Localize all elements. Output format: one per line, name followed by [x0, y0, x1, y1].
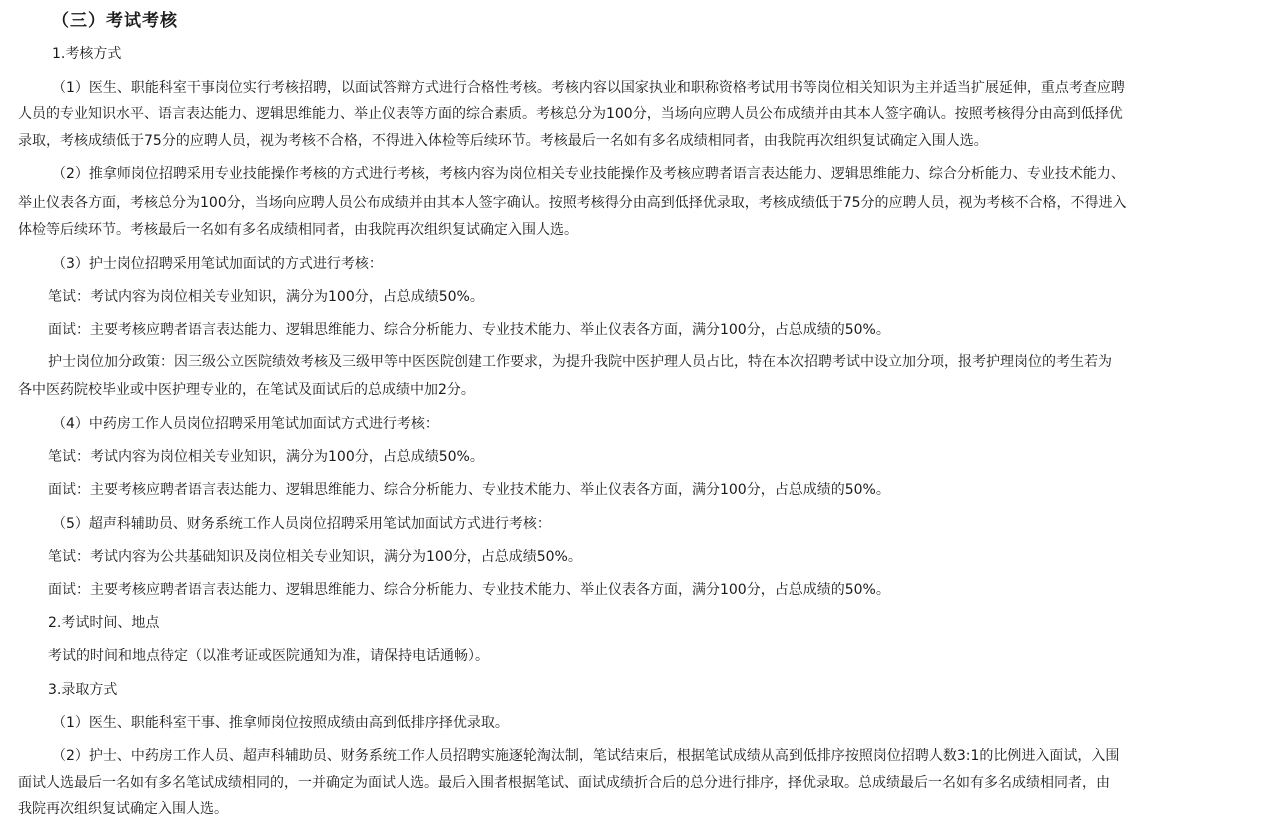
- paragraph-line: （3）护士岗位招聘采用笔试加面试的方式进行考核：: [52, 256, 383, 272]
- paragraph-line: 我院再次组织复试确定入围人选。: [18, 801, 228, 817]
- paragraph-line: 考试的时间和地点待定（以准考证或医院通知为准，请保持电话通畅）。: [48, 648, 489, 664]
- paragraph-line: 举止仪表各方面，考核总分为100分，当场向应聘人员公布成绩并由其本人签字确认。按照考核得分由高到低择优录取，考核成绩低于75分的应聘人员，视为考核不合格，不得进入: [18, 195, 1127, 211]
- paragraph-line: 录取，考核成绩低于75分的应聘人员，视为考核不合格，不得进入体检等后续环节。考核最后一名如有多名成绩相同者，由我院再次组织复试确定入围人选。: [18, 133, 988, 149]
- paragraph-line: （1）医生、职能科室干事、推拿师岗位按照成绩由高到低排序择优录取。: [52, 715, 509, 731]
- paragraph-line: 各中医药院校毕业或中医护理专业的，在笔试及面试后的总成绩中加2分。: [18, 382, 475, 398]
- paragraph-line: 体检等后续环节。考核最后一名如有多名成绩相同者，由我院再次组织复试确定入围人选。: [18, 222, 578, 238]
- paragraph-line: （1）医生、职能科室干事岗位实行考核招聘，以面试答辩方式进行合格性考核。考核内容以国家执业和职称资格考试用书等岗位相关知识为主并适当扩展延伸，重点考查应聘: [52, 80, 1125, 96]
- paragraph-line: 护士岗位加分政策：因三级公立医院绩效考核及三级甲等中医医院创建工作要求，为提升我院中医护理人员占比，特在本次招聘考试中设立加分项，报考护理岗位的考生若为: [48, 354, 1112, 370]
- paragraph-line: 笔试：考试内容为岗位相关专业知识，满分为100分，占总成绩50%。: [48, 449, 484, 465]
- subsection-title-admission: 3.录取方式: [48, 682, 118, 698]
- paragraph-line: 面试人选最后一名如有多名笔试成绩相同的，一并确定为面试人选。最后入围者根据笔试、面试成绩折合后的总分进行排序，择优录取。总成绩最后一名如有多名成绩相同者，由: [18, 775, 1110, 791]
- paragraph-line: （2）推拿师岗位招聘采用专业技能操作考核的方式进行考核，考核内容为岗位相关专业技能操作及考核应聘者语言表达能力、逻辑思维能力、综合分析能力、专业技术能力、: [52, 166, 1125, 182]
- subsection-title-time-place: 2.考试时间、地点: [48, 615, 160, 631]
- paragraph-line: （5）超声科辅助员、财务系统工作人员岗位招聘采用笔试加面试方式进行考核：: [52, 516, 551, 532]
- subsection-title-assessment: 1.考核方式: [52, 46, 122, 62]
- section-title: （三）考试考核: [52, 11, 178, 31]
- paragraph-line: 人员的专业知识水平、语言表达能力、逻辑思维能力、举止仪表等方面的综合素质。考核总分为100分，当场向应聘人员公布成绩并由其本人签字确认。按照考核得分由高到低择优: [18, 106, 1123, 122]
- paragraph-line: 面试：主要考核应聘者语言表达能力、逻辑思维能力、综合分析能力、专业技术能力、举止仪表各方面，满分100分，占总成绩的50%。: [48, 482, 890, 498]
- paragraph-line: （4）中药房工作人员岗位招聘采用笔试加面试方式进行考核：: [52, 416, 439, 432]
- paragraph-line: 面试：主要考核应聘者语言表达能力、逻辑思维能力、综合分析能力、专业技术能力、举止仪表各方面，满分100分，占总成绩的50%。: [48, 322, 890, 338]
- paragraph-line: （2）护士、中药房工作人员、超声科辅助员、财务系统工作人员招聘实施逐轮淘汰制，笔试结束后，根据笔试成绩从高到低排序按照岗位招聘人数3:1的比例进入面试，入围: [52, 748, 1120, 764]
- paragraph-line: 笔试：考试内容为公共基础知识及岗位相关专业知识，满分为100分，占总成绩50%。: [48, 549, 582, 565]
- paragraph-line: 笔试：考试内容为岗位相关专业知识，满分为100分，占总成绩50%。: [48, 289, 484, 305]
- paragraph-line: 面试：主要考核应聘者语言表达能力、逻辑思维能力、综合分析能力、专业技术能力、举止仪表各方面，满分100分，占总成绩的50%。: [48, 582, 890, 598]
